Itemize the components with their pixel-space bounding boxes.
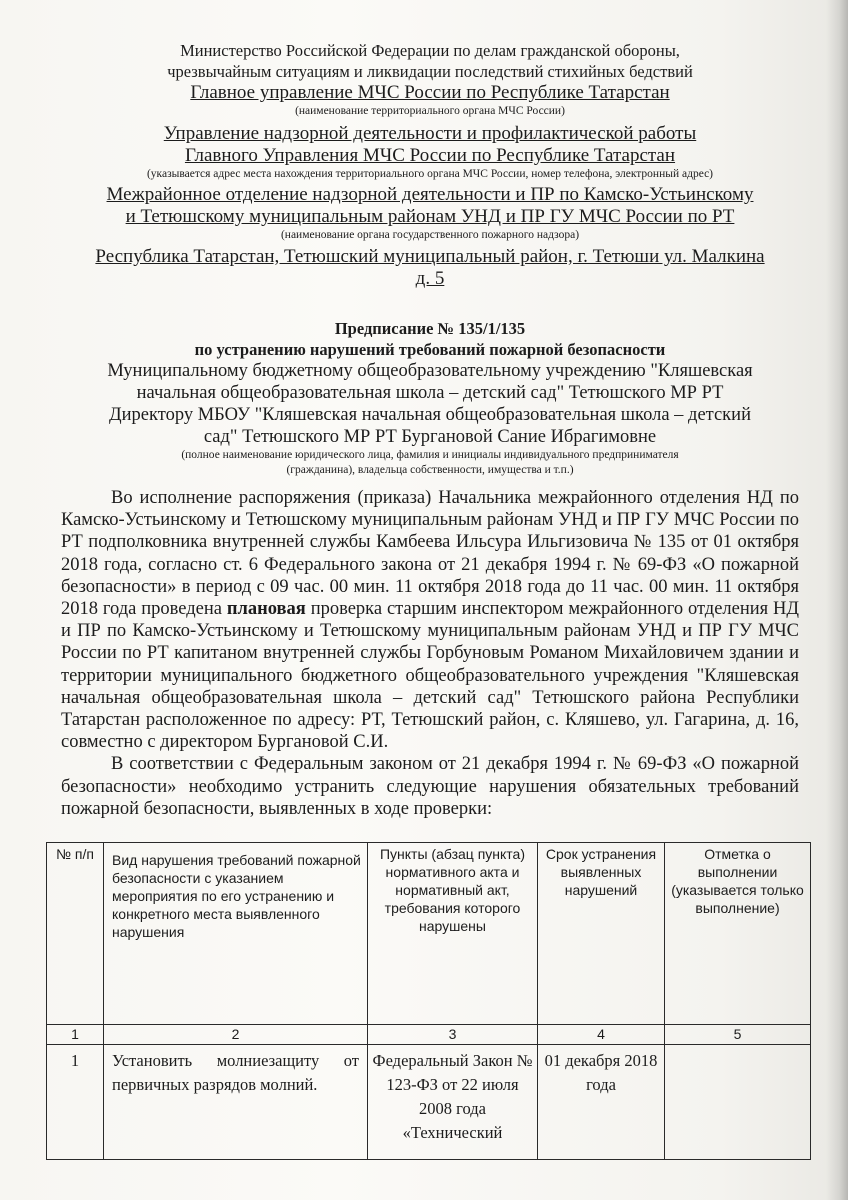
paragraph-requirement: В соответствии с Федеральным законом от 21 декабря 1994 г. № 69-ФЗ «О пожарной безопасности» необходимо устранить следующие нарушения обязательных требований пожарной безопасности, выявленных в ходе проверки: [61, 754, 799, 819]
inspection-type: плановая [226, 599, 306, 620]
table-row [47, 1045, 811, 1160]
order-body [61, 487, 799, 820]
addressee-line-4: сад" Тетюшского МР РТ Бургановой Сание Ибрагимовне [203, 427, 657, 447]
header-violation: Вид нарушения требований пожарной безопасности с указанием мероприятия по его устранению и конкретного места выявленного нарушения [104, 843, 368, 1025]
column-number: 4 [538, 1025, 665, 1045]
supervision-line-2: и Тетюшскому муниципальным районам УНД и ПР ГУ МЧС России по РТ [125, 206, 735, 227]
department-line-1: Управление надзорной деятельности и профилактической работы [163, 123, 697, 144]
row-number: 1 [47, 1045, 104, 1160]
ministry-line-1: Министерство Российской Федерации по делам гражданской обороны, [180, 41, 680, 60]
addressee-caption-1: (полное наименование юридического лица, фамилия и инициалы индивидуального предпринимателя [181, 449, 679, 461]
order-subtitle: по устранению нарушений требований пожарной безопасности [194, 340, 666, 359]
addressee-line-3: Директору МБОУ "Кляшевская начальная общеобразовательная школа – детский [109, 405, 751, 425]
territorial-organ: Главное управление МЧС России по Республике Татарстан [190, 82, 670, 103]
header-number: № п/п [47, 843, 104, 1025]
paragraph-inspection-part2: проверка старшим инспектором межрайонного отделения НД и ПР по Камско-Устьинскому и Тетюшскому муниципальным районам УНД и ПР ГУ МЧС России по РТ капитаном внутренней службы Горбуновым Романом Михайловичем здании и территории муниципального бюджетного общеобразовательного учреждения "Кляшевская начальная общеобразовательная школа – детский сад" Тетюшского района Республики Татарстан расположенное по адресу: РТ, Тетюшский район, с. Кляшево, ул. Гагарина, д. 16, совместно с директором Бургановой С.И. [61, 599, 800, 753]
territorial-organ-caption: (наименование территориального органа МЧС России) [295, 105, 565, 117]
violations-table [46, 842, 811, 1160]
ministry-line-2: чрезвычайным ситуациям и ликвидации последствий стихийных бедствий [167, 62, 693, 81]
column-numbers-row [47, 1025, 811, 1045]
addressee-line-2: начальная общеобразовательная школа – детский сад" Тетюшского МР РТ [136, 383, 724, 403]
table-header-row [47, 843, 811, 1025]
location-line-2: д. 5 [415, 268, 445, 289]
document-header [60, 40, 800, 290]
department-line-2: Главного Управления МЧС России по Республике Татарстан [184, 145, 676, 166]
supervision-caption: (наименование органа государственного пожарного надзора) [280, 229, 580, 241]
page-edge-shadow [826, 0, 848, 1200]
addressee-caption-2: (гражданина), владельца собственности, имущества и т.п.) [286, 464, 574, 476]
location-line-1: Республика Татарстан, Тетюшский муниципальный район, г. Тетюши ул. Малкина [95, 246, 765, 267]
column-number: 5 [665, 1025, 811, 1045]
header-deadline: Срок устранения выявленных нарушений [538, 843, 665, 1025]
order-title: Предписание № 135/1/135 [334, 319, 526, 338]
row-norm: Федеральный Закон № 123-ФЗ от 22 июля 2008 года «Технический [368, 1045, 538, 1160]
row-deadline: 01 декабря 2018 года [538, 1045, 665, 1160]
paragraph-inspection [61, 487, 799, 753]
column-number: 2 [104, 1025, 368, 1045]
address-caption: (указывается адрес места нахождения территориального органа МЧС России, номер телефона, электронный адрес) [146, 168, 714, 180]
addressee-line-1: Муниципальному бюджетному общеобразовательному учреждению "Кляшевская [107, 361, 753, 381]
header-norm: Пункты (абзац пункта) нормативного акта и нормативный акт, требования которого нарушены [368, 843, 538, 1025]
column-number: 1 [47, 1025, 104, 1045]
paragraph-inspection-part1: Во исполнение распоряжения (приказа) Начальника межрайонного отделения НД по Камско-Устьинскому и Тетюшскому муниципальным районам УНД и ПР ГУ МЧС России по РТ подполковника внутренней службы Камбеева Ильсура Ильгизовича № 135 от 01 октября 2018 года, согласно ст. 6 Федерального закона от 21 декабря 1994 г. № 69-ФЗ «О пожарной безопасности» в период с 09 час. 00 мин. 11 октября 2018 года до 11 час. 00 мин. 11 октября 2018 года проведена [61, 488, 799, 620]
column-number: 3 [368, 1025, 538, 1045]
row-violation: Установить молниезащиту от первичных разрядов молний. [104, 1045, 368, 1160]
header-mark: Отметка о выполнении (указывается только выполнение) [665, 843, 811, 1025]
order-title-block [60, 318, 800, 478]
row-mark [665, 1045, 811, 1160]
supervision-line-1: Межрайонное отделение надзорной деятельности и ПР по Камско-Устьинскому [106, 184, 754, 205]
